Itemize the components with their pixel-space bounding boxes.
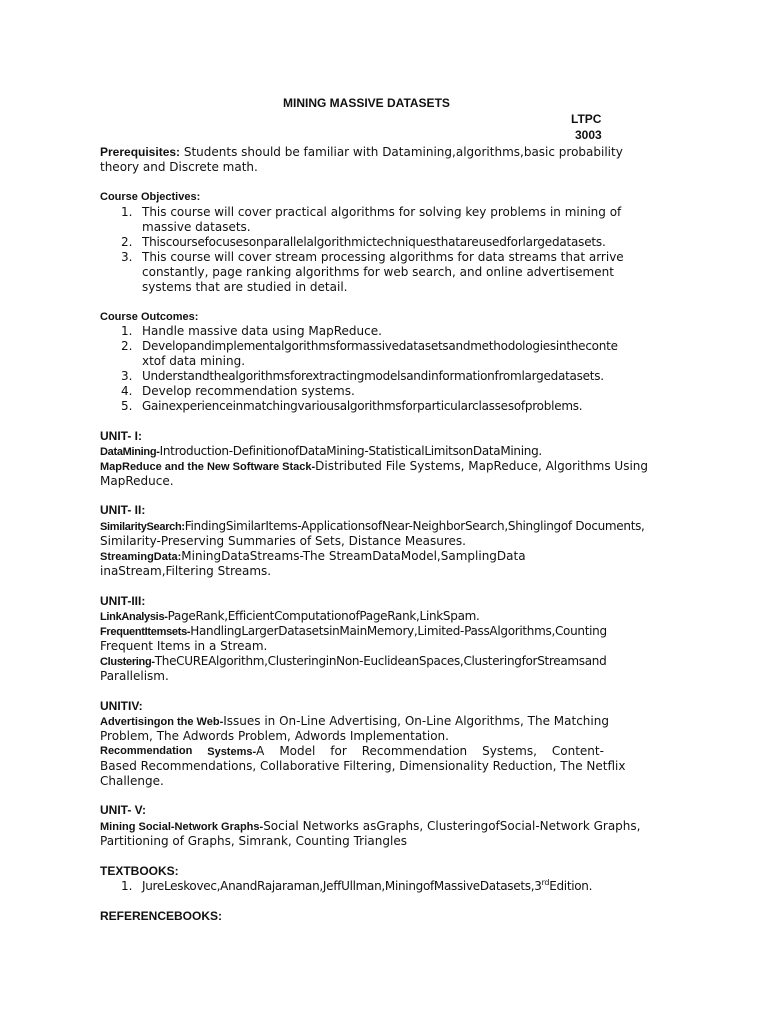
list-number: 2.	[121, 235, 133, 249]
list-number: 3.	[121, 250, 133, 264]
textbooks-heading: TEXTBOOKS:	[100, 864, 179, 878]
outcome-2-line-1: Developandimplementalgorithmsformassivedatasetsandmethodologiesintheconte	[142, 339, 618, 353]
unit-4-para-2-line-3: Challenge.	[100, 774, 164, 788]
outcome-3: Understandthealgorithmsforextractingmodelsandinformationfromlargedatasets.	[142, 369, 604, 383]
objective-1-line-2: massive datasets.	[142, 220, 251, 234]
list-number: 4.	[121, 384, 133, 398]
unit-4-heading: UNITIV:	[100, 699, 143, 713]
objectives-heading: Course Objectives:	[100, 191, 201, 203]
topic-text: Issues in On-Line Advertising, On-Line Algorithms, The Matching	[223, 714, 609, 728]
topic-text: Social Networks asGraphs, ClusteringofSocial-Network Graphs,	[263, 819, 641, 833]
unit-5-para-1	[100, 819, 640, 835]
topic-text: TheCUREAlgorithm,ClusteringinNon-EuclideanSpaces,ClusteringforStreamsand	[154, 654, 607, 668]
prerequisites-label: Prerequisites:	[100, 145, 181, 159]
unit-4-para-1	[100, 714, 609, 730]
topic-heading: LinkAnalysis-	[100, 611, 168, 623]
unit-3-para-2	[100, 624, 607, 640]
outcome-5: Gainexperienceinmatchingvariousalgorithmsforparticularclassesofproblems.	[142, 399, 583, 413]
word: for	[330, 744, 347, 758]
topic-heading: Clustering-	[100, 656, 155, 668]
list-item-text: This course will cover practical algorithms for solving key problems in mining of	[142, 205, 622, 219]
unit-2-heading: UNIT- II:	[100, 503, 146, 517]
list-number: 3.	[121, 369, 133, 383]
unit-4-para-1-line-2: Problem, The Adwords Problem, Adwords Implementation.	[100, 729, 449, 743]
unit-4-para-2-line-2: Based Recommendations, Collaborative Filtering, Dimensionality Reduction, The Netflix	[100, 759, 626, 773]
topic-heading: Mining Social-Network Graphs-	[100, 821, 264, 833]
superscript: rd	[541, 878, 550, 887]
outcome-4: Develop recommendation systems.	[142, 384, 355, 398]
topic-heading: SimilaritySearch:	[100, 521, 185, 533]
ltpc-label: LTPC	[571, 112, 602, 126]
unit-5-heading: UNIT- V:	[100, 803, 147, 817]
unit-2-para-1	[100, 519, 645, 535]
objective-3-line-2: constantly, page ranking algorithms for web search, and online advertisement	[142, 265, 614, 279]
topic-heading: FrequentItemsets-	[100, 626, 191, 638]
topic-text: FindingSimilarItems-ApplicationsofNear-NeighborSearch,Shinglingof Documents,	[184, 519, 645, 533]
unit-4-para-2-line-1	[100, 744, 604, 760]
unit-3-para-3-line-2: Parallelism.	[100, 669, 169, 683]
topic-text: Distributed File Systems, MapReduce, Algorithms Using	[315, 459, 649, 473]
course-title: MINING MASSIVE DATASETS	[283, 96, 450, 110]
list-number: 1.	[121, 879, 133, 893]
unit-5-para-1-line-2: Partitioning of Graphs, Simrank, Counting Triangles	[100, 834, 407, 848]
word: Recommendation	[361, 744, 468, 758]
topic-heading: StreamingData:	[100, 551, 182, 563]
outcomes-heading: Course Outcomes:	[100, 311, 199, 323]
unit-2-para-2-line-2: inaStream,Filtering Streams.	[100, 564, 272, 578]
outcome-2-line-2: xtof data mining.	[142, 354, 246, 368]
unit-3-heading: UNIT-III:	[100, 594, 146, 608]
unit-3-para-3	[100, 654, 606, 670]
list-number: 1.	[121, 205, 133, 219]
topic-text: MiningDataStreams-The StreamDataModel,SamplingData	[181, 549, 526, 563]
textbook-text-tail: Edition.	[549, 879, 593, 893]
list-number: 1.	[121, 324, 133, 338]
topic-heading-tail: Systems-A	[207, 744, 265, 758]
unit-1-para-2	[100, 459, 648, 475]
objective-2-line-1: Thiscoursefocusesonparallelalgorithmictechniquesthatareusedforlargedatasets.	[142, 235, 606, 249]
topic-text: Introduction-DefinitionofDataMining-StatisticalLimitsonDataMining.	[159, 444, 542, 458]
word: Systems,	[482, 744, 537, 758]
objective-3-line-3: systems that are studied in detail.	[142, 280, 348, 294]
outcome-1: Handle massive data using MapReduce.	[142, 324, 382, 338]
unit-2-para-1-line-2: Similarity-Preserving Summaries of Sets, Distance Measures.	[100, 534, 466, 548]
prerequisites-line-1	[100, 145, 623, 160]
unit-1-para-1	[100, 444, 542, 460]
unit-3-para-2-line-2: Frequent Items in a Stream.	[100, 639, 268, 653]
objective-1-line-1	[142, 205, 633, 220]
unit-1-para-2-line-2: MapReduce.	[100, 474, 174, 488]
topic-heading: Advertisingon the Web-	[100, 716, 224, 728]
word: Model	[279, 744, 316, 758]
unit-2-para-2	[100, 549, 526, 565]
textbook-1	[142, 879, 592, 894]
word: Content-	[551, 744, 604, 758]
unit-3-para-1	[100, 609, 480, 625]
topic-text: HandlingLargerDatasetsinMainMemory,Limited-PassAlgorithms,Counting	[190, 624, 607, 638]
objective-3-line-1: This course will cover stream processing algorithms for data streams that arrive	[142, 250, 624, 264]
topic-heading: DataMining-	[100, 446, 160, 458]
prerequisites-text: Students should be familiar with Datamining,algorithms,basic probability	[180, 145, 623, 159]
unit-1-heading: UNIT- I:	[100, 429, 142, 443]
ltpc-value: 3003	[575, 128, 602, 142]
textbook-text: JureLeskovec,AnandRajaraman,JeffUllman,MiningofMassiveDatasets,3	[142, 879, 542, 893]
prerequisites-line-2: theory and Discrete math.	[100, 160, 258, 174]
list-number: 5.	[121, 399, 133, 413]
topic-heading: MapReduce and the New Software Stack-	[100, 461, 316, 473]
references-heading: REFERENCEBOOKS:	[100, 909, 223, 923]
topic-text: PageRank,EfficientComputationofPageRank,LinkSpam.	[167, 609, 480, 623]
topic-heading: Recommendation	[100, 745, 193, 757]
list-number: 2.	[121, 339, 133, 353]
